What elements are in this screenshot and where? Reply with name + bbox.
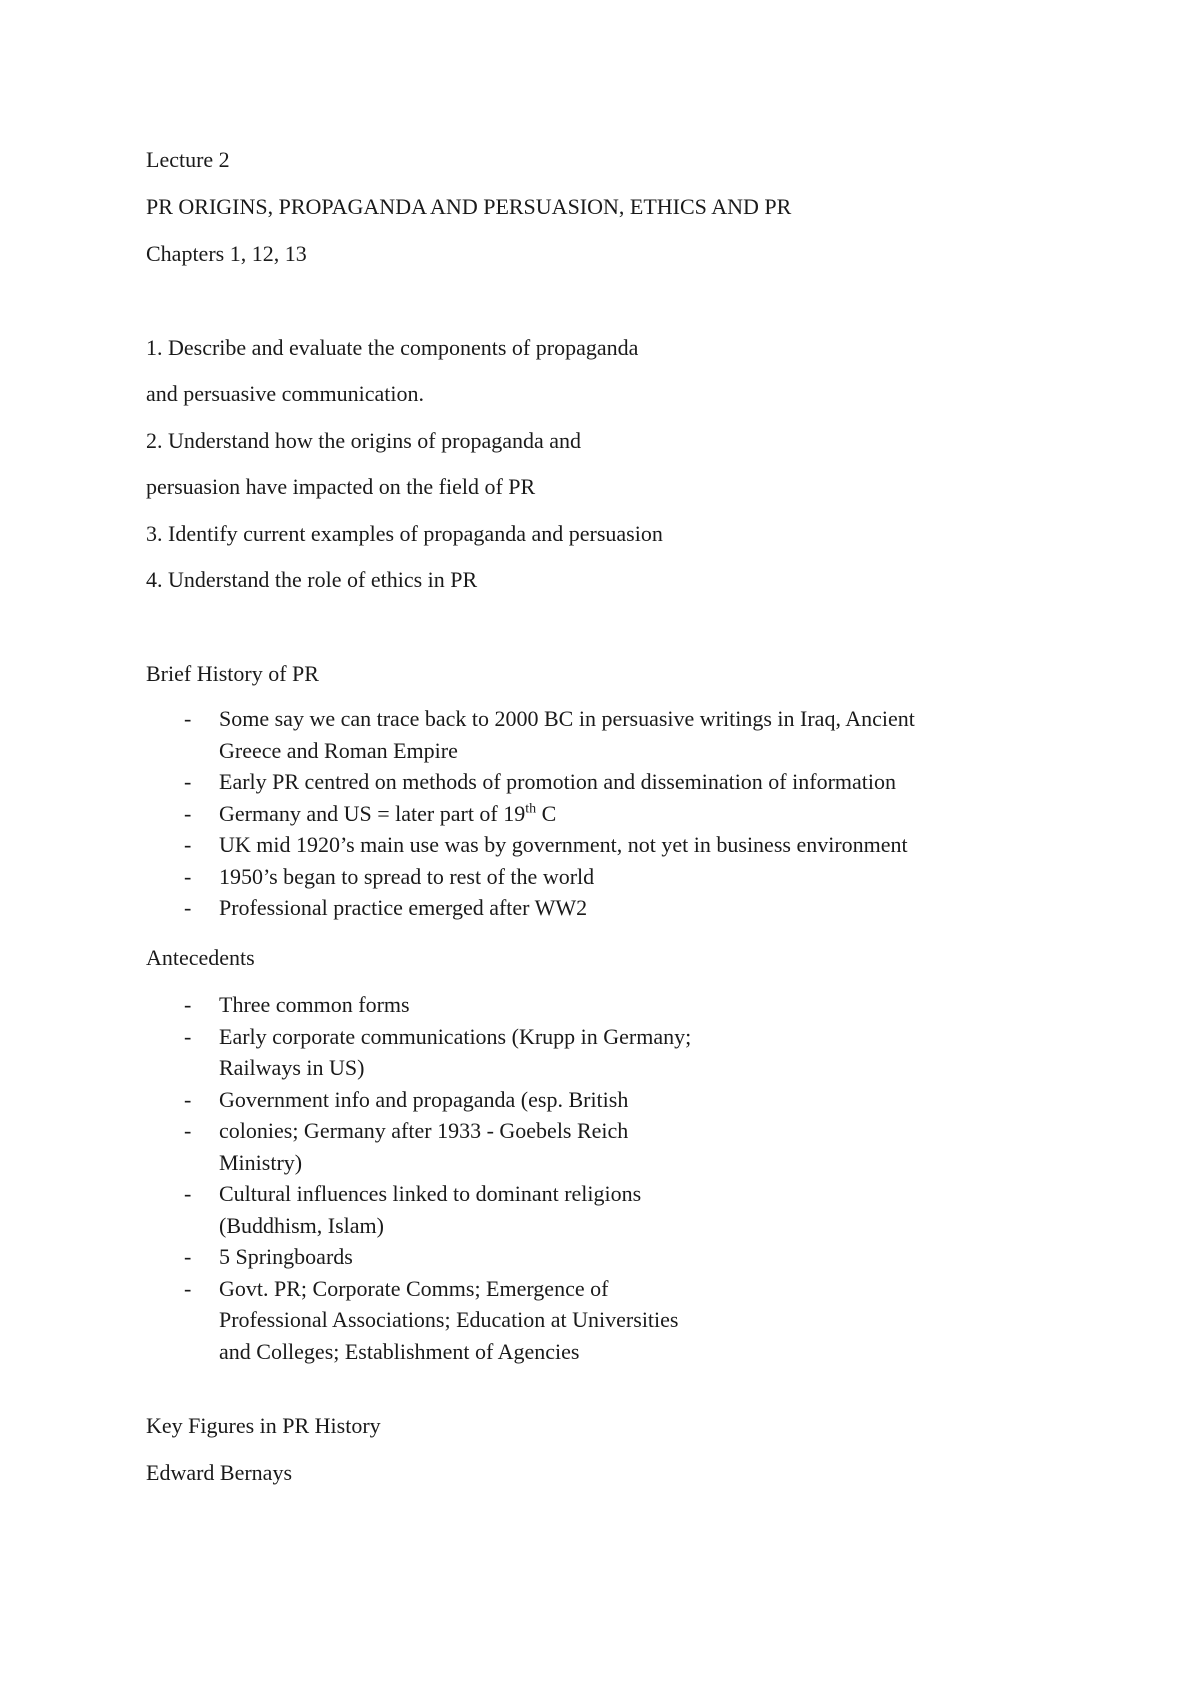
text-part: Germany and US = later part of 19 <box>219 800 526 826</box>
list-item-text <box>219 798 915 830</box>
bullet-dash: - <box>184 1023 192 1049</box>
key-figure-name: Edward Bernays <box>146 1460 293 1485</box>
history-heading: Brief History of PR <box>146 661 319 686</box>
bullet-dash: - <box>184 832 192 857</box>
objective-line: 2. Understand how the origins of propaganda and <box>146 428 582 453</box>
bullet-dash: - <box>184 863 192 889</box>
list-item-text: Early PR centred on methods of promotion and dissemination of information <box>219 769 896 794</box>
list-item-text: colonies; Germany after 1933 - Goebels Reich <box>219 1118 629 1143</box>
list-item-text: Professional Associations; Education at Universities <box>219 1307 679 1332</box>
history-list <box>146 703 915 924</box>
list-item-text: 1950’s began to spread to rest of the world <box>219 863 595 889</box>
objective-line: persuasion have impacted on the field of PR <box>146 474 536 499</box>
list-item <box>146 1115 691 1178</box>
bullet-dash: - <box>184 1086 192 1112</box>
lecture-label: Lecture 2 <box>146 147 230 172</box>
objective-line: 1. Describe and evaluate the components of propaganda <box>146 335 639 360</box>
list-item <box>146 1273 691 1368</box>
list-item-text: UK mid 1920’s main use was by government, not yet in business environment <box>219 832 908 857</box>
bullet-dash: - <box>184 1118 192 1143</box>
list-item <box>146 766 915 798</box>
list-item-text: Three common forms <box>219 992 410 1017</box>
list-item-text: Greece and Roman Empire <box>219 737 458 763</box>
bullet-dash: - <box>184 800 192 826</box>
bullet-dash: - <box>184 992 192 1017</box>
list-item-text: 5 Springboards <box>219 1244 353 1269</box>
list-item <box>146 703 915 766</box>
antecedents-heading: Antecedents <box>146 945 255 970</box>
bullet-dash: - <box>184 706 192 731</box>
list-item <box>146 1241 691 1273</box>
objective-line: and persuasive communication. <box>146 381 424 406</box>
list-item-text: and Colleges; Establishment of Agencies <box>219 1338 580 1364</box>
list-item-text: Govt. PR; Corporate Comms; Emergence of <box>219 1275 609 1301</box>
list-item-text: Ministry) <box>219 1149 303 1175</box>
list-item-text: Professional practice emerged after WW2 <box>219 895 588 920</box>
bullet-dash: - <box>184 769 192 794</box>
bullet-dash: - <box>184 1181 192 1206</box>
bullet-dash: - <box>184 1275 192 1301</box>
list-item <box>146 1084 691 1116</box>
list-item-text: (Buddhism, Islam) <box>219 1212 384 1238</box>
bullet-dash: - <box>184 895 192 920</box>
list-item-text: Cultural influences linked to dominant religions <box>219 1181 642 1206</box>
list-item-text: Government info and propaganda (esp. British <box>219 1086 629 1112</box>
superscript: th <box>525 801 537 817</box>
objective-line: 4. Understand the role of ethics in PR <box>146 567 478 592</box>
key-figures-heading: Key Figures in PR History <box>146 1413 381 1438</box>
list-item <box>146 798 915 830</box>
objective-line: 3. Identify current examples of propaganda and persuasion <box>146 521 663 546</box>
bullet-dash: - <box>184 1244 192 1269</box>
text-part: C <box>536 800 557 826</box>
list-item <box>146 892 915 924</box>
list-item-text: Some say we can trace back to 2000 BC in persuasive writings in Iraq, Ancient <box>219 706 915 731</box>
chapters-line: Chapters 1, 12, 13 <box>146 241 307 266</box>
document-title: PR ORIGINS, PROPAGANDA AND PERSUASION, ETHICS AND PR <box>146 194 792 219</box>
list-item <box>146 989 691 1021</box>
list-item <box>146 829 915 861</box>
list-item <box>146 1178 691 1241</box>
list-item-text: Early corporate communications (Krupp in Germany; <box>219 1023 692 1049</box>
list-item <box>146 1021 691 1084</box>
list-item <box>146 861 915 893</box>
list-item-text: Railways in US) <box>219 1055 365 1080</box>
antecedents-list <box>146 989 691 1367</box>
